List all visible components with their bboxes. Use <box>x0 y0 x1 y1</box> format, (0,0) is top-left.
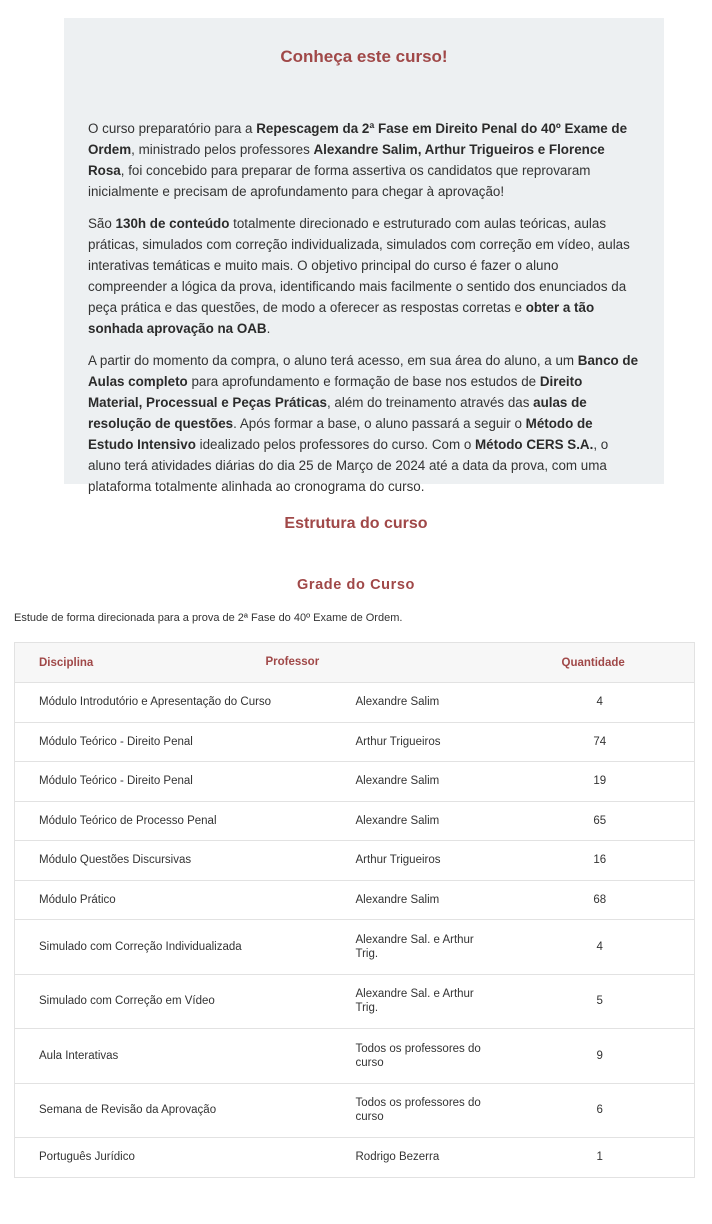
cell-professor: Todos os professores do curso <box>356 1029 506 1084</box>
table-row <box>15 974 695 1029</box>
cell-quantity: 4 <box>506 920 695 975</box>
intro-paragraph-3 <box>88 350 640 497</box>
intro-paragraph-1 <box>88 118 640 202</box>
text-run: O curso preparatório para a <box>88 121 257 136</box>
bold-text: Banco de Aulas completo <box>88 353 639 389</box>
text-run: idealizado pelos professores do curso. Com o <box>195 437 476 452</box>
cell-professor: Rodrigo Bezerra <box>356 1138 506 1178</box>
cell-professor: Alexandre Salim <box>356 880 506 920</box>
cell-quantity: 4 <box>506 683 695 723</box>
cell-professor: Alexandre Salim <box>356 762 506 802</box>
table-header-row <box>15 643 695 683</box>
bold-text: Alexandre Salim, Arthur Trigueiros e Florence Rosa <box>88 142 605 178</box>
text-run: , o aluno terá atividades diárias do dia 25 de Março de 2024 até a data da prova, com uma plataforma totalmente alinhada ao cronograma do curso. <box>88 437 609 494</box>
text-run: , além do treinamento através das <box>326 395 534 410</box>
text-run: A partir do momento da compra, o aluno terá acesso, em sua área do aluno, a um <box>88 353 578 368</box>
table-row <box>15 880 695 920</box>
table-row <box>15 841 695 881</box>
cell-discipline: Módulo Questões Discursivas <box>15 841 356 881</box>
cell-quantity: 65 <box>506 801 695 841</box>
text-run: . Após formar a base, o aluno passará a seguir o <box>233 416 526 431</box>
text-run: São <box>88 216 116 231</box>
text-run: totalmente direcionado e estruturado com aulas teóricas, aulas práticas, simulados com correção individualizada, simulados com correção em vídeo, aulas interativas temáticas e muito mais. O objetivo principal do curso é fazer o aluno compreender a lógica da prova, identificando mais facilmente o sentido dos enunciados da peça prática e das questões, de modo a oferecer as respostas corretas e <box>88 216 630 315</box>
intro-title: Conheça este curso! <box>280 47 448 66</box>
cell-professor: Arthur Trigueiros <box>356 841 506 881</box>
cell-professor: Todos os professores do curso <box>356 1083 506 1138</box>
cell-quantity: 68 <box>506 880 695 920</box>
table-row <box>15 801 695 841</box>
cell-discipline: Módulo Teórico - Direito Penal <box>15 762 356 802</box>
bold-text: aulas de resolução de questões <box>88 395 587 431</box>
cell-quantity: 6 <box>506 1083 695 1138</box>
header-quantity: Quantidade <box>506 643 695 683</box>
cell-quantity: 74 <box>506 722 695 762</box>
cell-discipline: Português Jurídico <box>15 1138 356 1178</box>
intro-box <box>64 18 664 494</box>
cell-discipline: Simulado com Correção Individualizada <box>15 920 356 975</box>
intro-paragraph-2 <box>88 213 640 339</box>
grade-table <box>14 642 695 1178</box>
table-row <box>15 1029 695 1084</box>
cell-quantity: 16 <box>506 841 695 881</box>
table-row <box>15 722 695 762</box>
cell-quantity: 5 <box>506 974 695 1029</box>
table-row <box>15 1083 695 1138</box>
cell-discipline: Semana de Revisão da Aprovação <box>15 1083 356 1138</box>
bold-text: Repescagem da 2ª Fase em Direito Penal do 40º Exame de Ordem <box>88 121 628 157</box>
bold-text: 130h de conteúdo <box>115 216 230 231</box>
cell-professor: Alexandre Sal. e Arthur Trig. <box>356 920 506 975</box>
structure-title: Estrutura do curso <box>284 515 428 532</box>
cell-discipline: Módulo Introdutório e Apresentação do Curso <box>15 683 356 723</box>
table-row <box>15 920 695 975</box>
cell-professor: Arthur Trigueiros <box>356 722 506 762</box>
text-run: para aprofundamento e formação de base nos estudos de <box>187 374 540 389</box>
cell-professor: Alexandre Salim <box>356 683 506 723</box>
cell-discipline: Módulo Teórico - Direito Penal <box>15 722 356 762</box>
cell-discipline: Aula Interativas <box>15 1029 356 1084</box>
cell-discipline: Módulo Prático <box>15 880 356 920</box>
table-row <box>15 762 695 802</box>
cell-quantity: 19 <box>506 762 695 802</box>
grade-table-body <box>15 683 695 1178</box>
table-row <box>15 683 695 723</box>
grade-title: Grade do Curso <box>297 577 415 593</box>
header-professor-label: Professor <box>265 656 320 668</box>
table-row <box>15 1138 695 1178</box>
cell-quantity: 9 <box>506 1029 695 1084</box>
bold-text: obter a tão sonhada aprovação na OAB <box>88 300 595 336</box>
cell-professor: Alexandre Salim <box>356 801 506 841</box>
text-run: . <box>266 321 271 336</box>
header-professor <box>265 643 506 683</box>
bold-text: Método CERS S.A. <box>475 437 594 452</box>
grade-description: Estude de forma direcionada para a prova de 2ª Fase do 40º Exame de Ordem. <box>14 612 403 624</box>
cell-quantity: 1 <box>506 1138 695 1178</box>
cell-discipline: Módulo Teórico de Processo Penal <box>15 801 356 841</box>
header-discipline: Disciplina <box>15 643 356 683</box>
text-run: , ministrado pelos professores <box>131 142 314 157</box>
text-run: , foi concebido para preparar de forma assertiva os candidatos que reprovaram inicialmente e precisam de aprofundamento para chegar à aprovação! <box>88 163 591 199</box>
cell-discipline: Simulado com Correção em Vídeo <box>15 974 356 1029</box>
cell-professor: Alexandre Sal. e Arthur Trig. <box>356 974 506 1029</box>
bold-text: Método de Estudo Intensivo <box>88 416 593 452</box>
bold-text: Direito Material, Processual e Peças Práticas <box>88 374 583 410</box>
